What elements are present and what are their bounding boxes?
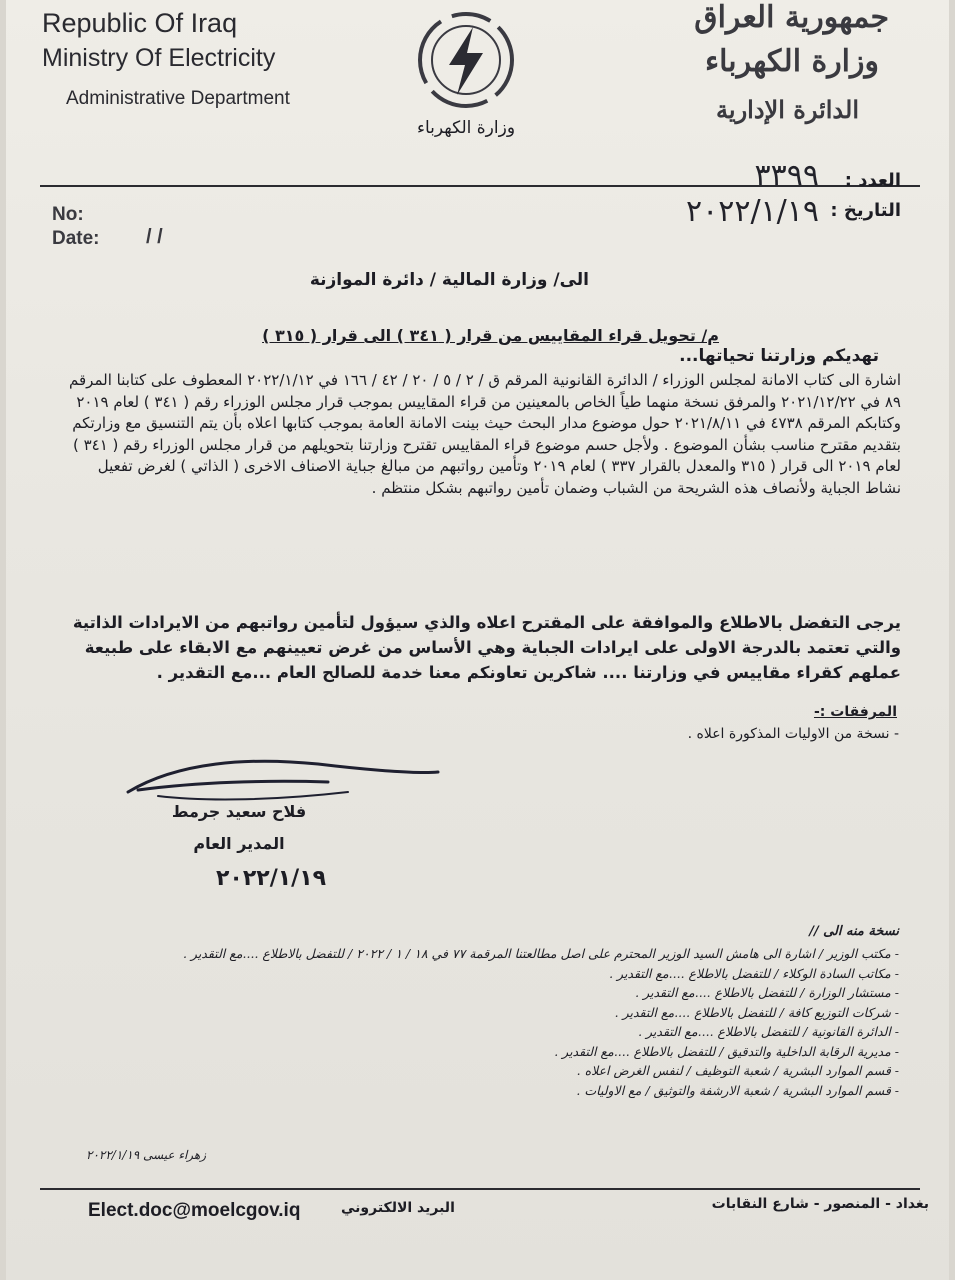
number-value: ٣٣٩٩ [754, 158, 819, 193]
signatory-name: فلاح سعيد جرمط [171, 802, 307, 821]
header-ar-country: جمهورية العراق [694, 0, 889, 35]
date-value: ٢٠٢٢/١/١٩ [685, 194, 819, 229]
logo-caption: وزارة الكهرباء [416, 118, 516, 138]
body-paragraph-2: يرجى التفضل بالاطلاع والموافقة على المقترح اعلاه والذي سيؤول لتأمين رواتبهم من الايرادات الذاتية والتي تعتمد بالدرجة الاولى على ايرادات الجباية وهي الأساس من غرض تعيينهم مع الابقاء على طبيعة عملهم كقراء مقاييس في وزارتنا .... شاكرين تعاونكم معنا خدمة للصالح العام ...مع التقدير . [72, 613, 901, 682]
copies-title: نسخة منه الى // [809, 924, 899, 939]
typist-note: زهراء عيسى ٢٠٢٢/١/١٩ [86, 1148, 207, 1162]
copies-item: - مكتب الوزير / اشارة الى هامش السيد الوزير المحترم على اصل مطالعتنا المرقمة ٧٧ في ١٨ / ١ / ٢٠٢٢ / للتفضل بالاطلاع ....مع التقدير . [182, 946, 899, 961]
number-label: العدد : [844, 170, 901, 191]
footer-address: بغداد - المنصور - شارع النقابات [711, 1196, 929, 1212]
copies-item: - الدائرة القانونية / للتفضل بالاطلاع ....مع التقدير . [638, 1024, 899, 1039]
addressee: الى/ وزارة المالية / دائرة الموازنة [309, 270, 589, 290]
header-ar-ministry: وزارة الكهرباء [705, 44, 879, 79]
ministry-logo-icon [411, 5, 521, 115]
header-en-ministry: Ministry Of Electricity [42, 44, 276, 72]
copies-item: - قسم الموارد البشرية / شعبة الارشفة والتوثيق / مع الاوليات . [576, 1082, 899, 1098]
footer-divider [40, 1188, 920, 1190]
date-label: التاريخ : [830, 200, 901, 221]
copies-list [49, 944, 899, 1100]
greeting: تهديكم وزارتنا تحياتها... [679, 346, 879, 366]
en-date-value: / / [146, 226, 163, 248]
en-number-label: No: [52, 204, 84, 225]
attachment-item: - نسخة من الاوليات المذكورة اعلاه . [687, 726, 899, 742]
body-paragraph-1: اشارة الى كتاب الامانة لمجلس الوزراء / الدائرة القانونية المرقم ق / ٢ / ٥ / ٢٠ / ٤٢ / ١٦٦ في ٢٠٢٢/١/١٢ المعطوف على كتابنا المرقم ٨٩ في ٢٠٢١/١٢/٢٢ والمرفق نسخة منهما طياً الخاص بالمعينين من قراء المقاييس بموجب قرار مجلس الوزراء رقم ( ٣٤١ ) لعام ٢٠١٩ وكتابكم المرقم ٤٧٣٨ في ٢٠٢١/٨/١١ حول موضوع مدار البحث حيث بينت الامانة العامة بموجب كتابها اعلاه بأن يتم التنسيق مع وزارتكم بتقديم مقترح مناسب بشأن الموضوع . ولأجل حسم موضوع قراء المقاييس تقترح وزارتنا بتحويلهم من قرار مجلس الوزراء رقم ( ٣٤١ ) لعام ٢٠١٩ الى قرار ( ٣١٥ والمعدل بالقرار ٣٣٧ ) لعام ٢٠١٩ وتأمين رواتبهم من مبالغ جباية الاصناف الاخرى ( الذاتي ) لغرض تفعيل نشاط الجباية ولأنصاف هذه الشريحة من الشباب وضمان تأمين رواتبهم بشكل منتظم . [69, 371, 901, 497]
letter-page [6, 0, 949, 1280]
copies-item: - شركات التوزيع كافة / للتفضل بالاطلاع ....مع التقدير . [614, 1004, 899, 1020]
en-date-label: Date: [52, 228, 100, 249]
header-en-country: Republic Of Iraq [42, 8, 238, 38]
copies-item: - مكاتب السادة الوكلاء / للتفضل بالاطلاع ....مع التقدير . [609, 965, 899, 981]
signatory-title: المدير العام [193, 834, 285, 853]
subject-line: م/ تحويل قراء المقاييس من قرار ( ٣٤١ ) الى قرار ( ٣١٥ ) [262, 326, 719, 345]
footer-email: Elect.doc@moelcgov.iq [88, 1200, 301, 1221]
copies-item: - مستشار الوزارة / للتفضل بالاطلاع ....مع التقدير . [635, 985, 899, 1000]
header-ar-department: الدائرة الإدارية [716, 95, 859, 124]
copies-item: - مديرية الرقابة الداخلية والتدقيق / للتفضل بالاطلاع ....مع التقدير . [554, 1043, 899, 1059]
footer-email-label: البريد الالكتروني [341, 1200, 455, 1216]
signature-date: ٢٠٢٢/١/١٩ [216, 866, 327, 891]
header-en-department: Administrative Department [66, 88, 290, 109]
copies-item: - قسم الموارد البشرية / شعبة التوظيف / لنفس الغرض اعلاه . [576, 1063, 899, 1078]
attachments-label: المرفقات :- [813, 704, 897, 720]
